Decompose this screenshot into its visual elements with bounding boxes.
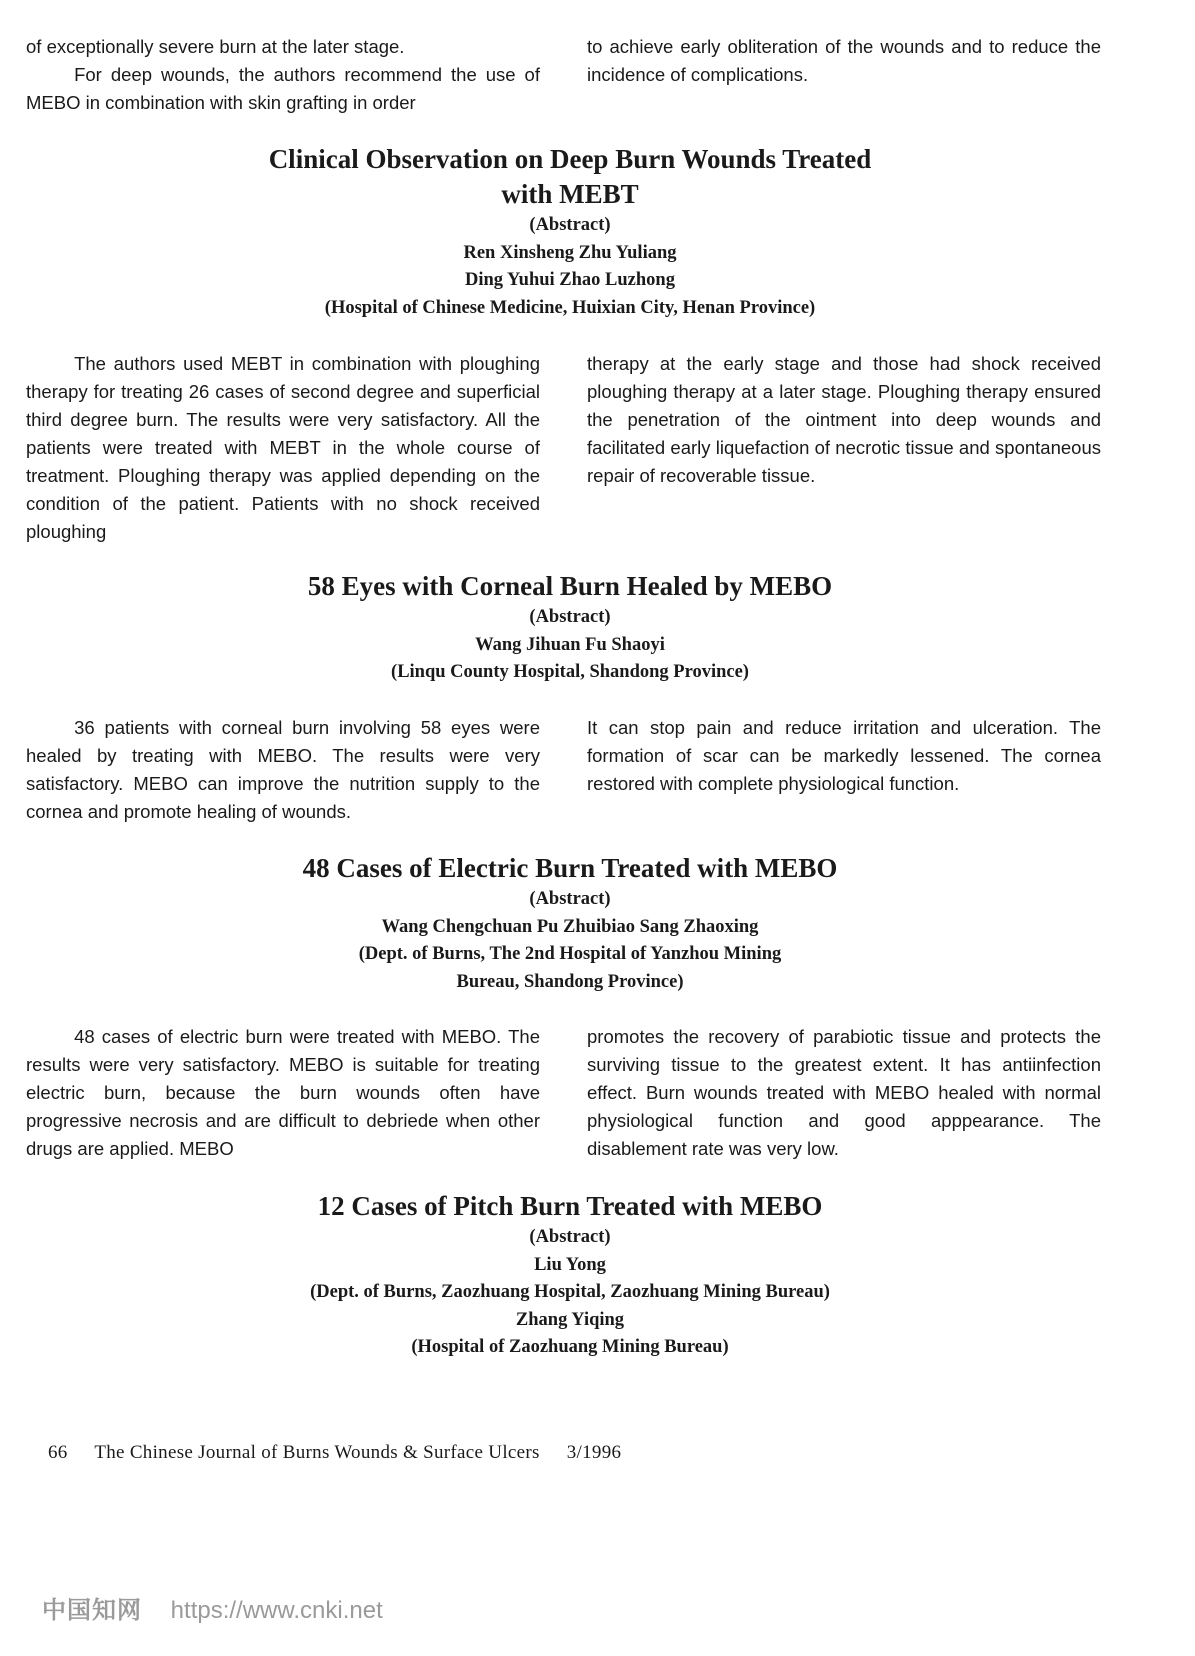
author-line: Ding Yuhui Zhao Luzhong [465, 270, 675, 290]
abstract-label: (Abstract) [529, 889, 611, 909]
author-line: Zhang Yiqing [515, 1309, 625, 1330]
article-title: with MEBT [501, 179, 639, 209]
article-header [0, 1189, 1140, 1362]
paragraph: It can stop pain and reduce irritation and ulceration. The formation of scar can be markedly lessened. The cornea restored with complete physiological function. [587, 717, 1101, 794]
journal-name: The Chinese Journal of Burns Wounds & Surface Ulcers [94, 1442, 540, 1463]
abstract-label: (Abstract) [529, 1227, 611, 1247]
affiliation: (Hospital of Zaozhuang Mining Bureau) [411, 1337, 729, 1357]
paragraph: 36 patients with corneal burn involving 58 eyes were healed by treating with MEBO. The results were very satisfactory. MEBO can improve the nutrition supply to the cornea and promote healing of wounds. [26, 717, 540, 822]
author-line: Wang Jihuan Fu Shaoyi [475, 634, 665, 655]
affiliation: (Dept. of Burns, The 2nd Hospital of Yanzhou Mining [358, 944, 782, 964]
affiliation: Bureau, Shandong Province) [456, 971, 684, 992]
abstract-label: (Abstract) [529, 607, 611, 627]
page-number: 66 [48, 1442, 68, 1463]
continued-text [26, 33, 1101, 117]
article-title: 58 Eyes with Corneal Burn Healed by MEBO [307, 571, 833, 601]
paragraph: For deep wounds, the authors recommend the use of MEBO in combination with skin grafting in order [26, 64, 540, 113]
author-line: Wang Chengchuan Pu Zhuibiao Sang Zhaoxing [381, 916, 759, 937]
page-footer [48, 1442, 643, 1464]
article-title: 48 Cases of Electric Burn Treated with MEBO [302, 853, 838, 883]
author-line: Ren Xinsheng Zhu Yuliang [463, 242, 677, 263]
author-line: Liu Yong [534, 1254, 606, 1275]
cnki-watermark [42, 1590, 383, 1625]
watermark-logo-text: 中国知网 [42, 1597, 142, 1624]
right-column [587, 350, 1101, 546]
paragraph: to achieve early obliteration of the wounds and to reduce the incidence of complications. [587, 36, 1101, 85]
issue-number: 3/1996 [566, 1442, 622, 1463]
article-title: Clinical Observation on Deep Burn Wounds Treated [268, 144, 872, 174]
right-column [587, 1023, 1101, 1163]
paragraph: 48 cases of electric burn were treated with MEBO. The results were very satisfactory. MEBO is suitable for treating electric burn, because the burn wounds often have progressive necrosis and are difficult to debriede when other drugs are applied. MEBO [26, 1026, 540, 1159]
right-column [587, 714, 1101, 826]
paragraph: of exceptionally severe burn at the later stage. [26, 36, 405, 57]
article-header [0, 142, 1140, 322]
right-column [587, 33, 1101, 117]
left-column [26, 350, 540, 546]
paragraph: therapy at the early stage and those had shock received ploughing therapy at a later stage. Ploughing therapy ensured the penetration of the ointment into deep wounds and facilitated early liquefaction of necrotic tissue and spontaneous repair of recoverable tissue. [587, 353, 1101, 486]
affiliation: (Dept. of Burns, Zaozhuang Hospital, Zaozhuang Mining Bureau) [310, 1282, 830, 1302]
article-body [26, 714, 1101, 826]
article-header [0, 851, 1140, 996]
article-body [26, 350, 1101, 546]
left-column [26, 33, 540, 117]
article-body [26, 1023, 1101, 1163]
article-title: 12 Cases of Pitch Burn Treated with MEBO [317, 1191, 823, 1221]
left-column [26, 1023, 540, 1163]
paragraph: The authors used MEBT in combination with ploughing therapy for treating 26 cases of second degree and superficial third degree burn. The results were very satisfactory. All the patients were treated with MEBT in the whole course of treatment. Ploughing therapy was applied depending on the condition of the patient. Patients with no shock received ploughing [26, 353, 540, 542]
affiliation: (Linqu County Hospital, Shandong Province) [391, 662, 749, 682]
abstract-label: (Abstract) [529, 215, 611, 235]
watermark-url[interactable]: https://www.cnki.net [170, 1597, 383, 1624]
article-header [0, 569, 1140, 687]
paragraph: promotes the recovery of parabiotic tissue and protects the surviving tissue to the greatest extent. It has antiinfection effect. Burn wounds treated with MEBO healed with normal physiological function and good apppearance. The disablement rate was very low. [587, 1026, 1101, 1159]
left-column [26, 714, 540, 826]
affiliation: (Hospital of Chinese Medicine, Huixian City, Henan Province) [324, 297, 816, 318]
